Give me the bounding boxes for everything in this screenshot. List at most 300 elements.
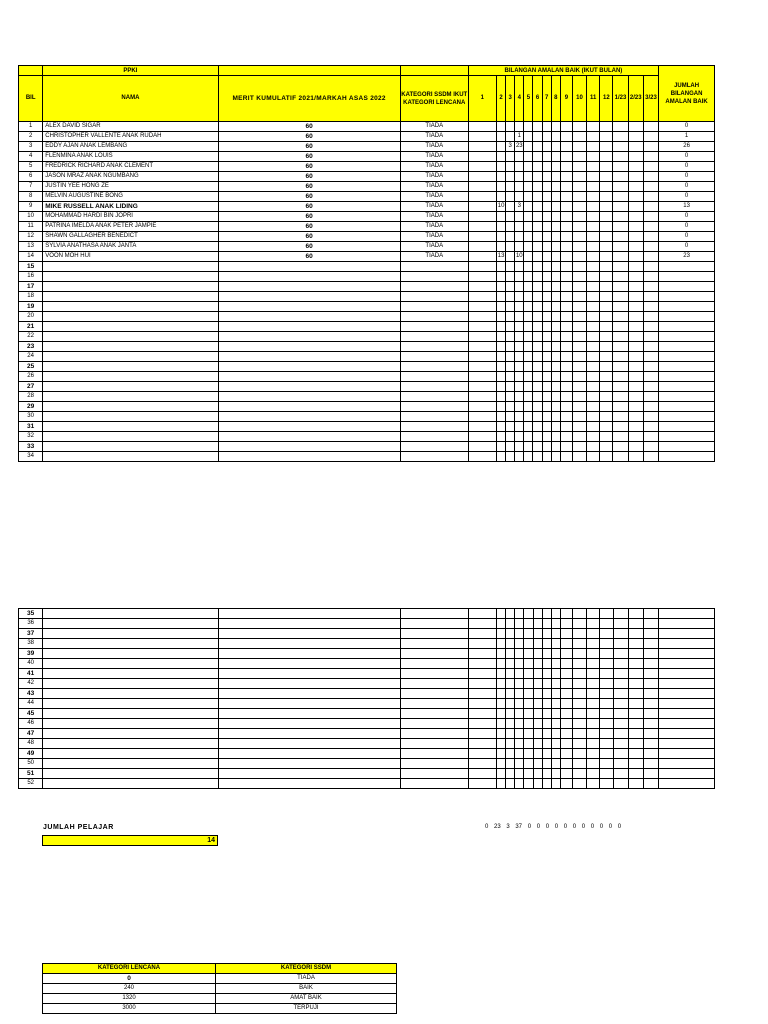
empty-cell [587,352,600,362]
empty-cell [506,669,515,679]
empty-cell [524,679,533,689]
empty-cell [400,629,468,639]
empty-cell [497,382,506,392]
empty-cell [587,639,600,649]
empty-cell [218,629,400,639]
bil-cell: 15 [19,262,43,272]
empty-cell [515,649,524,659]
empty-cell [515,262,524,272]
table-row [19,689,715,699]
table-row [19,362,715,372]
empty-cell [506,342,515,352]
empty-cell [218,262,400,272]
empty-cell [600,332,613,342]
empty-cell [587,322,600,332]
month-cell [600,142,613,152]
month-cell [572,122,586,132]
month-cell [587,222,600,232]
month-cell [506,152,515,162]
empty-cell [533,709,542,719]
empty-cell [468,659,496,669]
empty-cell [551,382,560,392]
empty-cell [468,759,496,769]
empty-cell [560,669,572,679]
ssdm-cell: TIADA [216,974,397,984]
month-cell [468,132,496,142]
month-cell [551,202,560,212]
empty-cell [542,272,551,282]
month-cell [572,212,586,222]
empty-cell [400,709,468,719]
empty-cell [524,619,533,629]
empty-cell [613,272,628,282]
empty-cell [468,699,496,709]
empty-cell [218,779,400,789]
bil-cell: 10 [19,212,43,222]
month-cell [506,172,515,182]
empty-cell [659,382,715,392]
empty-cell [43,382,218,392]
jumlah-cell: 23 [659,252,715,262]
month-cell [533,202,542,212]
empty-cell [506,272,515,282]
empty-cell [400,352,468,362]
empty-cell [497,669,506,679]
empty-cell [497,272,506,282]
empty-cell [524,719,533,729]
empty-cell [497,302,506,312]
month-header: 3 [506,76,515,122]
empty-cell [551,262,560,272]
kategori-cell: TIADA [400,122,468,132]
empty-cell [613,342,628,352]
empty-cell [400,272,468,282]
empty-cell [600,282,613,292]
empty-cell [497,689,506,699]
month-cell [551,122,560,132]
month-cell [572,242,586,252]
empty-cell [600,272,613,282]
empty-cell [600,659,613,669]
table-row [19,422,715,432]
empty-cell [524,629,533,639]
empty-cell [43,609,218,619]
empty-cell [497,412,506,422]
empty-cell [643,352,658,362]
empty-cell [551,729,560,739]
month-cell [524,202,533,212]
empty-cell [573,739,587,749]
lencana-cell: 3000 [43,1004,216,1014]
empty-cell [560,262,572,272]
empty-cell [218,759,400,769]
empty-cell [533,352,542,362]
bil-cell: 8 [19,192,43,202]
jumlah-cell: 26 [659,142,715,152]
month-cell [542,192,551,202]
empty-cell [400,699,468,709]
month-cell [542,232,551,242]
month-cell [572,252,586,262]
table-row [43,994,397,1004]
empty-cell [587,422,600,432]
empty-cell [600,312,613,322]
month-cell [551,132,560,142]
empty-cell [643,769,658,779]
empty-cell [600,759,613,769]
empty-cell [551,312,560,322]
month-cell [560,192,572,202]
empty-cell [533,412,542,422]
empty-cell [600,302,613,312]
empty-cell [43,739,218,749]
month-cell [613,202,628,212]
empty-cell [628,292,643,302]
empty-cell [551,302,560,312]
table-row [19,769,715,779]
empty-cell [587,332,600,342]
empty-cell [515,699,524,709]
empty-cell [400,412,468,422]
empty-cell [573,729,587,739]
name-cell: CHRISTOPHER VALLENTE ANAK RUDAH [43,132,218,142]
empty-cell [613,422,628,432]
empty-cell [613,629,628,639]
empty-cell [613,779,628,789]
month-header: 8 [551,76,560,122]
empty-cell [542,412,551,422]
empty-cell [551,432,560,442]
empty-cell [506,709,515,719]
empty-cell [560,639,572,649]
empty-cell [573,669,587,679]
empty-cell [506,352,515,362]
empty-cell [560,779,572,789]
month-header: 7 [542,76,551,122]
empty-cell [659,689,715,699]
empty-cell [560,709,572,719]
month-cell [600,242,613,252]
month-cell [613,122,628,132]
empty-cell [587,452,600,462]
empty-cell [600,442,613,452]
month-cell [643,222,658,232]
empty-cell [587,649,600,659]
month-cell [587,202,600,212]
month-cell [551,152,560,162]
table-row [19,222,715,232]
month-cell [542,132,551,142]
empty-cell [497,292,506,302]
empty-cell [515,729,524,739]
empty-cell [524,442,533,452]
month-cell [542,182,551,192]
month-cell [506,252,515,262]
empty-cell [560,769,572,779]
empty-cell [613,759,628,769]
month-cell [551,252,560,262]
jumlah-cell: 0 [659,222,715,232]
empty-cell [400,759,468,769]
empty-cell [524,759,533,769]
empty-cell [218,302,400,312]
merit-cell: 60 [218,182,400,192]
month-cell [572,182,586,192]
empty-cell [400,609,468,619]
empty-cell [628,412,643,422]
kategori-cell: TIADA [400,192,468,202]
empty-cell [542,382,551,392]
month-cell [533,142,542,152]
month-cell [560,232,572,242]
empty-cell [468,412,496,422]
empty-cell [542,452,551,462]
month-cell [515,212,524,222]
empty-cell [218,392,400,402]
empty-cell [542,739,551,749]
empty-cell [468,689,496,699]
empty-cell [643,272,658,282]
empty-cell [551,402,560,412]
jumlah-cell: 0 [659,162,715,172]
month-cell [600,172,613,182]
lencana-cell: 0 [43,974,216,984]
empty-cell [659,699,715,709]
name-cell: MOHAMMAD HARDI BIN JOPRI [43,212,218,222]
empty-cell [587,392,600,402]
month-cell [643,152,658,162]
empty-cell [643,609,658,619]
month-cell [524,232,533,242]
empty-cell [533,372,542,382]
empty-cell [573,679,587,689]
month-cell [533,182,542,192]
empty-cell [600,412,613,422]
month-cell [643,242,658,252]
table-row [43,1004,397,1014]
empty-cell [587,362,600,372]
month-cell [587,232,600,242]
bil-cell: 48 [19,739,43,749]
empty-cell [659,629,715,639]
month-cell [524,152,533,162]
empty-cell [659,669,715,679]
name-cell: SYLVIA ANATHASA ANAK JANTA [43,242,218,252]
empty-cell [573,689,587,699]
empty-cell [560,312,572,322]
empty-cell [506,392,515,402]
empty-cell [572,332,586,342]
month-cell [497,212,506,222]
empty-cell [533,719,542,729]
empty-cell [533,442,542,452]
bil-cell: 36 [19,619,43,629]
empty-cell [400,729,468,739]
month-header: 2 [497,76,506,122]
empty-cell [218,362,400,372]
empty-cell [551,332,560,342]
empty-cell [560,739,572,749]
empty-cell [533,669,542,679]
empty-cell [524,659,533,669]
empty-cell [560,352,572,362]
empty-cell [573,719,587,729]
month-cell [628,182,643,192]
empty-cell [43,412,218,422]
empty-cell [572,452,586,462]
empty-cell [587,709,600,719]
kategori-cell: TIADA [400,212,468,222]
month-cell [572,202,586,212]
lencana-cell: 240 [43,984,216,994]
empty-cell [560,422,572,432]
bil-cell: 22 [19,332,43,342]
empty-cell [497,759,506,769]
empty-cell [600,709,613,719]
month-cell [542,142,551,152]
table-row [19,172,715,182]
empty-cell [468,302,496,312]
empty-cell [218,669,400,679]
empty-cell [524,709,533,719]
empty-cell [643,392,658,402]
empty-cell [542,629,551,639]
empty-cell [613,372,628,382]
table-row [19,292,715,302]
empty-cell [600,689,613,699]
empty-cell [643,312,658,322]
bil-cell: 35 [19,609,43,619]
table-row [19,122,715,132]
name-cell: VOON MOH HUI [43,252,218,262]
empty-cell [542,769,551,779]
bil-cell: 51 [19,769,43,779]
empty-cell [515,769,524,779]
empty-cell [572,372,586,382]
merit-header: MERIT KUMULATIF 2021/MARKAH ASAS 2022 [218,76,400,122]
empty-cell [506,312,515,322]
empty-cell [43,649,218,659]
empty-cell [613,649,628,659]
empty-cell [524,292,533,302]
month-cell [524,162,533,172]
month-cell [587,122,600,132]
empty-cell [468,719,496,729]
month-cell [468,172,496,182]
table-row [19,609,715,619]
empty-cell [43,352,218,362]
empty-cell [560,282,572,292]
month-cell [628,192,643,202]
empty-cell [628,332,643,342]
empty-cell [613,709,628,719]
empty-cell [497,312,506,322]
bil-cell: 5 [19,162,43,172]
empty-cell [542,659,551,669]
empty-cell [613,749,628,759]
empty-cell [218,689,400,699]
kategori-table [42,963,397,1014]
table-row [19,142,715,152]
empty-cell [533,432,542,442]
empty-cell [515,282,524,292]
month-cell [628,202,643,212]
empty-cell [659,322,715,332]
empty-cell [542,372,551,382]
empty-cell [43,402,218,412]
table-row [19,392,715,402]
empty-cell [400,402,468,412]
month-cell [600,132,613,142]
empty-cell [600,362,613,372]
empty-cell [551,749,560,759]
month-cell [551,212,560,222]
month-cell [542,202,551,212]
name-cell: FLENMINA ANAK LOUIS [43,152,218,162]
jumlah-cell: 0 [659,232,715,242]
empty-cell [572,422,586,432]
empty-cell [628,312,643,322]
month-cell [524,242,533,252]
empty-cell [643,739,658,749]
month-cell [572,172,586,182]
empty-cell [542,619,551,629]
empty-cell [643,432,658,442]
empty-cell [551,639,560,649]
empty-cell [542,362,551,372]
empty-cell [560,679,572,689]
month-cell [560,162,572,172]
month-cell [613,232,628,242]
empty-cell [659,659,715,669]
month-cell [497,242,506,252]
month-cell: 13 [497,252,506,262]
empty-cell [551,372,560,382]
empty-cell [600,729,613,739]
bil-header: BIL [19,76,43,122]
empty-cell [643,699,658,709]
month-cell [600,192,613,202]
table-row [19,432,715,442]
empty-cell [524,312,533,322]
empty-cell [628,689,643,699]
empty-cell [628,452,643,462]
month-cell [515,122,524,132]
empty-cell [218,659,400,669]
empty-cell [400,769,468,779]
empty-cell [659,292,715,302]
merit-cell: 60 [218,152,400,162]
month-cell [542,152,551,162]
empty-cell [515,639,524,649]
empty-cell [551,779,560,789]
empty-cell [628,639,643,649]
empty-cell [560,442,572,452]
empty-cell [533,699,542,709]
empty-cell [506,679,515,689]
empty-cell [515,629,524,639]
empty-cell [542,639,551,649]
month-cell [572,142,586,152]
empty-cell [43,282,218,292]
empty-cell [560,432,572,442]
empty-cell [551,659,560,669]
empty-cell [400,422,468,432]
empty-cell [497,679,506,689]
empty-cell [515,432,524,442]
empty-cell [497,779,506,789]
empty-cell [659,739,715,749]
